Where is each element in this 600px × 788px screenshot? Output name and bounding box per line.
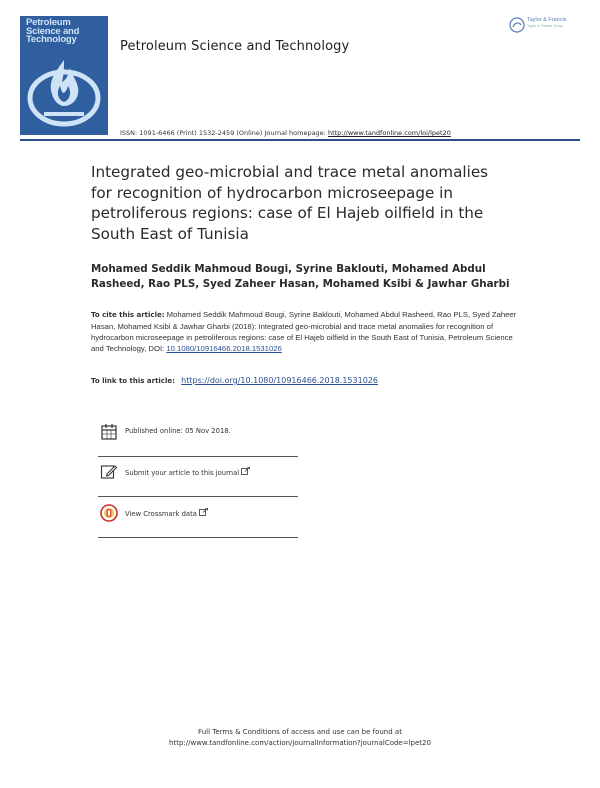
crossmark-link[interactable] <box>125 508 208 518</box>
article-link-label: To link to this article: <box>91 377 175 385</box>
issn-line <box>120 129 451 137</box>
citation-label: To cite this article: <box>91 311 165 319</box>
cover-title <box>26 19 106 45</box>
crossmark-row[interactable] <box>98 504 298 538</box>
submit-row[interactable] <box>98 463 298 497</box>
publisher-name <box>527 17 566 29</box>
citation-block <box>91 309 521 354</box>
flame-logo-icon <box>20 46 108 135</box>
footer-terms-link[interactable]: http://www.tandfonline.com/action/journalInformation?journalCode=lpet20 <box>169 739 431 747</box>
crossmark-label: View Crossmark data <box>125 510 197 518</box>
citation-doi-link[interactable]: 10.1080/10916466.2018.1531026 <box>166 344 282 353</box>
journal-name: Petroleum Science and Technology <box>120 39 350 54</box>
article-title: Integrated geo-microbial and trace metal anomalies for recognition of hydrocarbon microseepage in petroliferous regions: case of El Hajeb oilfield in the South East of Tunisia <box>91 163 489 243</box>
external-link-icon <box>199 508 208 516</box>
journal-cover <box>20 16 108 135</box>
article-link-line <box>91 376 378 385</box>
article-authors: Mohamed Seddik Mahmoud Bougi, Syrine Baklouti, Mohamed Abdul Rasheed, Rao PLS, Syed Zaheer Hasan, Mohamed Ksibi & Jawhar Gharbi <box>91 263 510 290</box>
external-link-icon <box>241 467 250 475</box>
journal-homepage-link[interactable]: http://www.tandfonline.com/loi/lpet20 <box>327 129 451 137</box>
divider <box>98 456 298 457</box>
cover-title-line-2: Science and <box>26 25 80 37</box>
publisher-name-line-1: Taylor & Francis <box>527 17 567 23</box>
issn-text: ISSN: 1091-6466 (Print) 1532-2459 (Online) Journal homepage: <box>120 129 326 137</box>
published-date: Published online: 05 Nov 2018. <box>125 427 231 435</box>
terms-footer <box>0 727 600 749</box>
article-doi-link[interactable]: https://doi.org/10.1080/10916466.2018.1531026 <box>181 376 378 385</box>
calendar-icon <box>100 423 118 441</box>
divider <box>98 496 298 497</box>
footer-line-1: Full Terms & Conditions of access and use can be found at <box>198 728 402 736</box>
divider <box>98 537 298 538</box>
published-row <box>98 423 298 457</box>
submit-article-label: Submit your article to this journal <box>125 469 240 477</box>
header-divider <box>20 139 580 141</box>
crossmark-icon <box>100 504 118 522</box>
publisher-name-line-2: Taylor & Francis Group <box>527 24 563 28</box>
edit-icon <box>100 463 118 481</box>
citation-text: Mohamed Seddik Mahmoud Bougi, Syrine Baklouti, Mohamed Abdul Rasheed, Rao PLS, Syed Zaheer Hasan, Mohamed Ksibi & Jawhar Gharbi (2018): Integrated geo-microbial and trace metal anomalies for recognition of hydrocarbon microseepage in petroliferous regions: case of El Hajeb oilfield in the South East of Tunisia, Petroleum Science and Technology, DOI: <box>91 310 517 353</box>
cover-title-line-3: Technology <box>26 34 77 45</box>
submit-article-link[interactable] <box>125 467 250 477</box>
cover-title-line-1: Petroleum <box>26 17 71 28</box>
